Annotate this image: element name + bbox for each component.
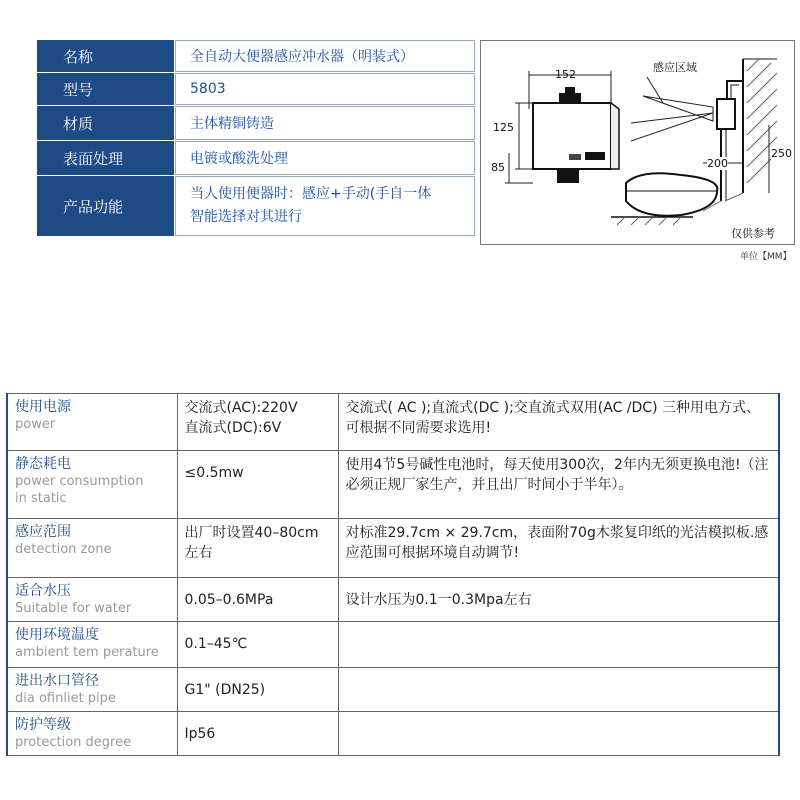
product-info-table xyxy=(37,40,475,237)
product-value xyxy=(175,176,475,236)
spec-value: 0.1–45℃ xyxy=(184,636,248,652)
table-row xyxy=(7,622,779,668)
product-row-model xyxy=(37,73,475,105)
product-value-line: 智能选择对其进行 xyxy=(190,209,302,225)
spec-name-en: protection degree xyxy=(15,735,132,750)
spec-name-cn: 感应范围 xyxy=(15,524,71,540)
spec-note: 交流式( AC );直流式(DC );交直流式双用(AC /DC) 三种用电方式、可根据不同需要求选用! xyxy=(345,400,760,436)
diagram-drawing xyxy=(481,41,794,244)
spec-value: 直流式(DC):6V xyxy=(184,420,282,436)
spec-value: G1" (DN25) xyxy=(184,682,266,698)
product-value: 主体精铜铸造 xyxy=(175,106,475,140)
spec-value: 左右 xyxy=(184,545,213,561)
spec-name-en: detection zone xyxy=(15,542,112,557)
unit-label: 单位【MM】 xyxy=(740,252,792,262)
product-label: 材质 xyxy=(37,106,174,140)
spec-value: 0.05–0.6MPa xyxy=(184,592,274,608)
dim-height-bottom-label: 85 xyxy=(491,161,505,174)
product-value: 全自动大便器感应冲水器（明装式） xyxy=(175,40,475,72)
table-row xyxy=(7,712,779,756)
spec-name-en: power consumption xyxy=(15,474,144,489)
dim-height-top-label: 125 xyxy=(493,121,514,134)
spec-note: 设计水压为0.1一0.3Mpa左右 xyxy=(345,592,532,608)
product-row-function xyxy=(37,176,475,236)
spec-value: 交流式(AC):220V xyxy=(184,400,298,416)
product-value: 电镀或酸洗处理 xyxy=(175,141,475,175)
spec-name-cn: 使用电源 xyxy=(15,399,71,415)
product-label: 名称 xyxy=(37,40,174,72)
spec-name-cn: 防护等级 xyxy=(15,717,71,733)
spec-name-en: dia ofinliet pipe xyxy=(15,691,116,706)
spec-note: 对标准29.7cm × 29.7cm，表面附70g木浆复印纸的光洁模拟板.感应范围可根据环境自动调节! xyxy=(345,525,769,561)
spec-name-cn: 进出水口管径 xyxy=(15,673,99,689)
spec-name-cn: 使用环境温度 xyxy=(15,627,99,643)
table-row xyxy=(7,451,779,519)
spec-name-en: Suitable for water xyxy=(15,601,132,616)
table-row xyxy=(7,668,779,712)
spec-name-cn: 静态耗电 xyxy=(15,456,71,472)
table-row xyxy=(7,394,779,451)
product-value-line: 当人使用便器时：感应+手动(手自一体 xyxy=(190,186,432,202)
product-label: 型号 xyxy=(37,73,174,105)
product-value: 5803 xyxy=(175,73,475,105)
product-row-surface xyxy=(37,141,475,175)
dim-distance-label: 200 xyxy=(707,157,728,170)
spec-name-cn: 适合水压 xyxy=(15,583,71,599)
installation-diagram xyxy=(480,40,795,245)
product-row-name xyxy=(37,40,475,72)
spec-name-en: power xyxy=(15,417,56,432)
sensing-zone-label: 感应区域 xyxy=(653,61,697,74)
spec-name-en: ambient tem perature xyxy=(15,645,159,660)
spec-table xyxy=(6,393,780,756)
product-label: 产品功能 xyxy=(37,176,174,236)
dim-width-label: 152 xyxy=(555,68,576,81)
spec-value: 出厂时设置40–80cm xyxy=(184,525,319,541)
dim-wall-height-label: 250 xyxy=(771,147,792,160)
table-row xyxy=(7,519,779,578)
spec-value: ≤0.5mw xyxy=(184,465,244,481)
product-label: 表面处理 xyxy=(37,141,174,175)
reference-note: 仅供参考 xyxy=(731,227,775,240)
spec-value: Ip56 xyxy=(184,726,216,742)
spec-name-en: in static xyxy=(15,491,67,506)
spec-note: 使用4节5号碱性电池时，每天使用300次，2年内无须更换电池!（注必须正规厂家生产，并且出厂时间小于半年）。 xyxy=(345,457,769,493)
product-row-material xyxy=(37,106,475,140)
table-row xyxy=(7,578,779,622)
